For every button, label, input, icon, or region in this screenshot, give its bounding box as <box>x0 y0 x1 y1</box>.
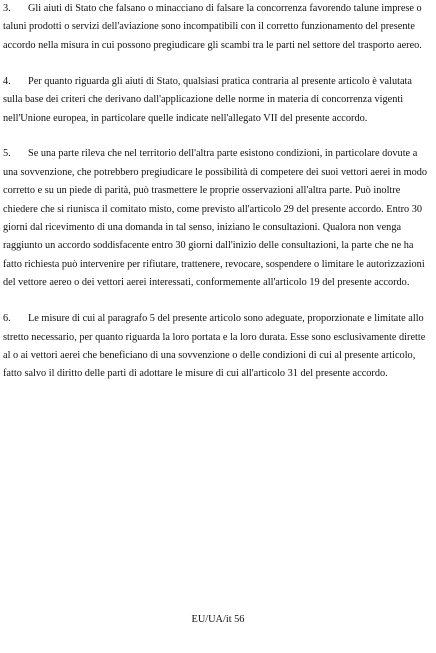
paragraph-number: 3. <box>3 3 11 14</box>
document-body <box>3 0 431 401</box>
paragraph-5 <box>3 145 431 292</box>
paragraph-text: Le misure di cui al paragrafo 5 del presente articolo sono adeguate, proporzionate e limitate allo stretto necessario, per quanto riguarda la loro portata e la loro durata. Esse sono esclusivamente dirette al o ai vettori aerei che beneficiano di una sovvenzione o delle condizioni di cui al presente articolo, fatto salvo il diritto delle parti di adottare le misure di cui all'articolo 31 del presente accordo. <box>3 313 426 380</box>
paragraph-text: Per quanto riguarda gli aiuti di Stato, qualsiasi pratica contraria al presente articolo è valutata sulla base dei criteri che derivano dall'applicazione delle norme in materia di concorrenza vigenti nell'Unione europea, in particolare quelle indicate nell'allegato VII del presente accordo. <box>3 75 412 124</box>
paragraph-text: Gli aiuti di Stato che falsano o minacciano di falsare la concorrenza favorendo talune imprese o taluni prodotti o servizi dell'aviazione sono incompatibili con il corretto funzionamento del presente accordo nella misura in cui possono pregiudicare gli scambi tra le parti nel settore del trasporto aereo. <box>3 3 422 51</box>
paragraph-text: Se una parte rileva che nel territorio dell'altra parte esistono condizioni, in particolare dovute a una sovvenzione, che potrebbero pregiudicare le possibilità di competere dei suoi vettori aerei in modo corretto e su un piede di parità, può trasmettere le proprie osservazioni all'altra parte. Può inoltre chiedere che si riunisca il comitato misto, come previsto all'articolo 29 del presente accordo. Entro 30 giorni dal ricevimento di una domanda in tal senso, iniziano le consultazioni. Qualora non venga raggiunto un accordo soddisfacente entro 30 giorni dall'inizio delle consultazioni, la parte che ne ha fatto richiesta può intervenire per rifiutare, trattenere, revocare, sospendere o limitare le autorizzazioni del vettore aereo o dei vettori aerei interessati, conformemente all'articolo 19 del presente accordo. <box>3 148 428 289</box>
paragraph-4 <box>3 73 431 128</box>
page-footer: EU/UA/it 56 <box>191 614 245 625</box>
paragraph-number: 5. <box>3 148 11 160</box>
paragraph-number: 4. <box>3 75 11 87</box>
paragraph-6 <box>3 310 431 384</box>
paragraph-3 <box>3 0 431 55</box>
paragraph-number: 6. <box>3 313 11 325</box>
